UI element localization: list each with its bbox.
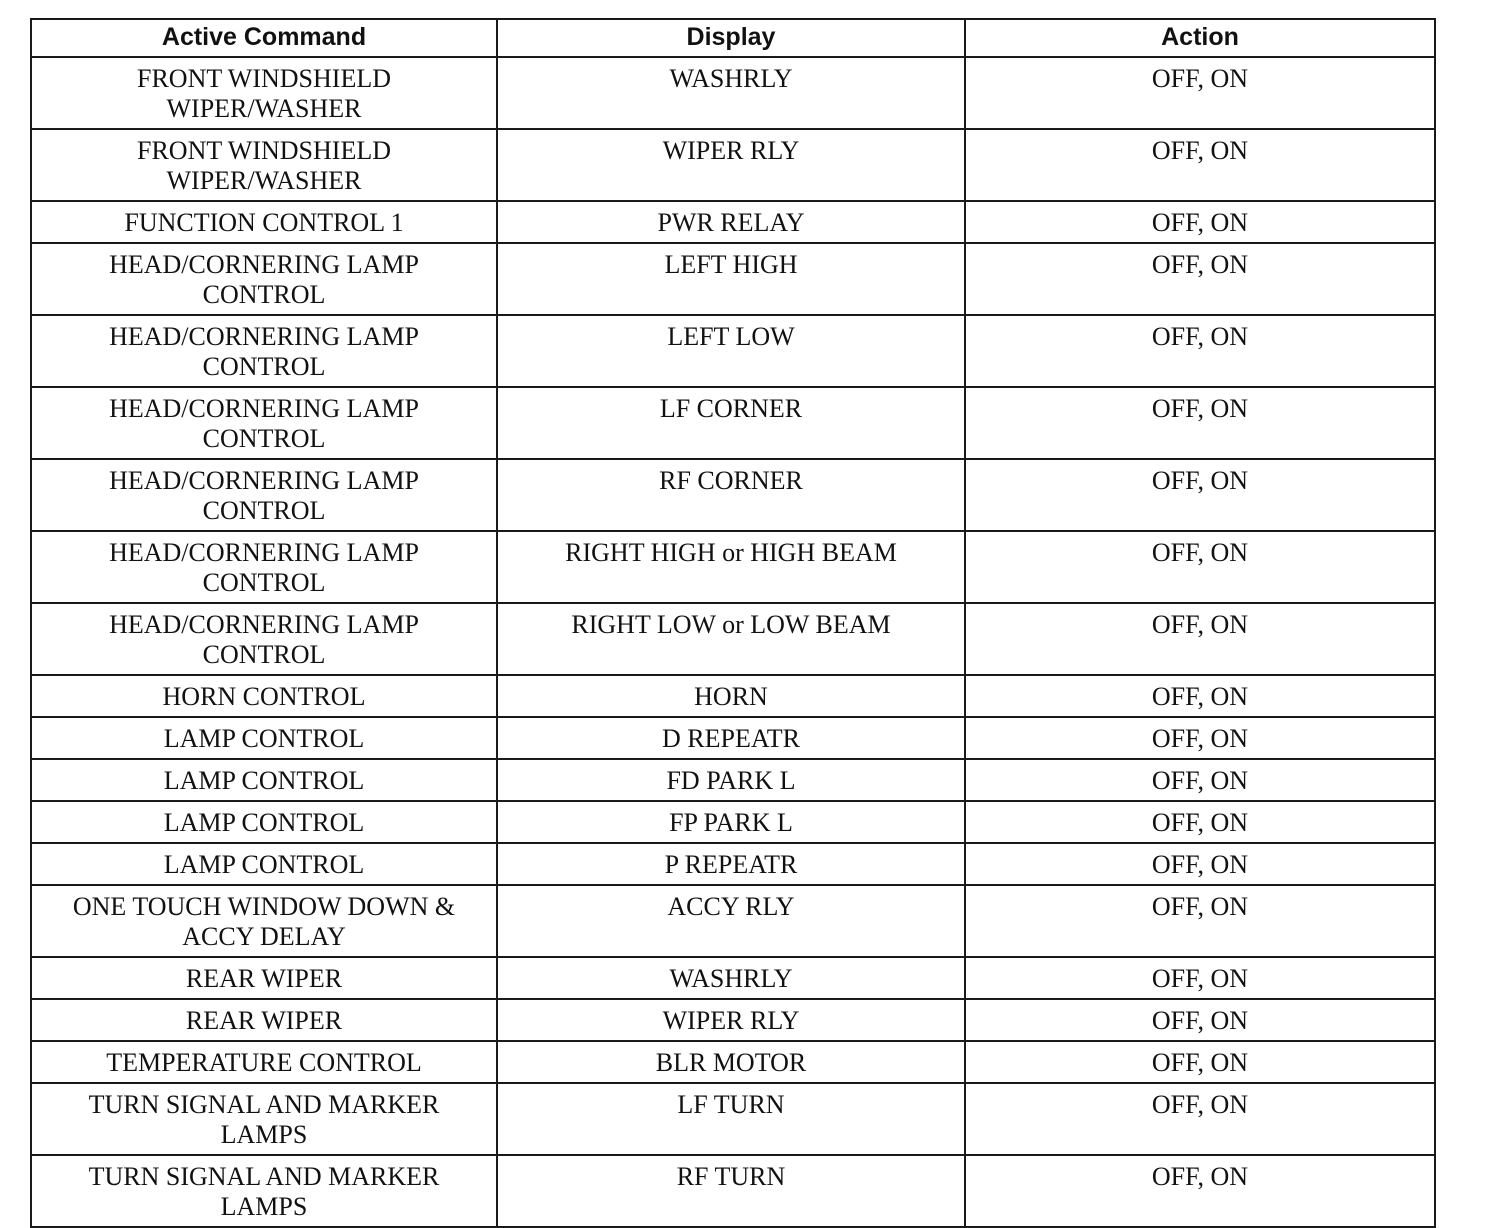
action-value: OFF, ON: [1151, 808, 1249, 837]
table-row: [31, 1041, 1435, 1083]
action-value: OFF, ON: [1151, 466, 1249, 495]
cell-active-command: [31, 885, 497, 957]
cell-display: [497, 243, 965, 315]
display-value: LEFT LOW: [667, 322, 795, 351]
cell-display: [497, 675, 965, 717]
cell-display: [497, 201, 965, 243]
table-row: [31, 201, 1435, 243]
cell-active-command: [31, 315, 497, 387]
table-row: [31, 387, 1435, 459]
cell-display: [497, 717, 965, 759]
cell-action: [965, 531, 1435, 603]
table-row: [31, 315, 1435, 387]
cell-active-command: [31, 717, 497, 759]
active-command-line: HORN CONTROL: [162, 682, 366, 711]
action-value: OFF, ON: [1151, 1006, 1249, 1035]
active-command-line: ACCY DELAY: [182, 922, 346, 951]
active-command-line: CONTROL: [202, 496, 326, 525]
table-row: [31, 999, 1435, 1041]
cell-active-command: [31, 1083, 497, 1155]
action-value: OFF, ON: [1151, 208, 1249, 237]
action-value: OFF, ON: [1151, 724, 1249, 753]
active-command-table: [30, 18, 1436, 1228]
cell-action: [965, 1155, 1435, 1227]
active-command-line: LAMPS: [220, 1192, 308, 1221]
active-command-line: TURN SIGNAL AND MARKER: [88, 1090, 440, 1119]
header-action: Action: [965, 19, 1435, 57]
cell-active-command: [31, 201, 497, 243]
display-value: ACCY RLY: [667, 892, 795, 921]
cell-active-command: [31, 459, 497, 531]
cell-active-command: [31, 57, 497, 129]
active-command-line: TURN SIGNAL AND MARKER: [88, 1162, 440, 1191]
cell-action: [965, 201, 1435, 243]
display-value: LF CORNER: [659, 394, 803, 423]
cell-action: [965, 717, 1435, 759]
active-command-line: REAR WIPER: [185, 1006, 343, 1035]
active-command-table-container: [30, 18, 1434, 1228]
display-value: D REPEATR: [662, 724, 800, 753]
table-row: [31, 843, 1435, 885]
cell-active-command: [31, 675, 497, 717]
cell-active-command: [31, 999, 497, 1041]
cell-display: [497, 1041, 965, 1083]
cell-active-command: [31, 243, 497, 315]
cell-active-command: [31, 1155, 497, 1227]
display-value: RIGHT HIGH or HIGH BEAM: [565, 538, 897, 567]
action-value: OFF, ON: [1151, 538, 1249, 567]
cell-action: [965, 243, 1435, 315]
header-active-command: Active Command: [31, 19, 497, 57]
active-command-line: HEAD/CORNERING LAMP: [109, 538, 419, 567]
action-value: OFF, ON: [1151, 64, 1249, 93]
table-row: [31, 1083, 1435, 1155]
active-command-line: CONTROL: [202, 280, 326, 309]
cell-action: [965, 675, 1435, 717]
cell-display: [497, 885, 965, 957]
cell-active-command: [31, 801, 497, 843]
active-command-line: HEAD/CORNERING LAMP: [109, 394, 419, 423]
table-row: [31, 57, 1435, 129]
active-command-line: LAMP CONTROL: [163, 724, 365, 753]
active-command-line: WIPER/WASHER: [166, 166, 362, 195]
table-row: [31, 957, 1435, 999]
action-value: OFF, ON: [1151, 682, 1249, 711]
active-command-line: TEMPERATURE CONTROL: [106, 1048, 422, 1077]
active-command-line: CONTROL: [202, 640, 326, 669]
cell-display: [497, 957, 965, 999]
active-command-line: FRONT WINDSHIELD: [137, 64, 391, 93]
action-value: OFF, ON: [1151, 394, 1249, 423]
cell-display: [497, 801, 965, 843]
display-value: FP PARK L: [669, 808, 793, 837]
cell-action: [965, 1083, 1435, 1155]
cell-action: [965, 843, 1435, 885]
display-value: P REPEATR: [664, 850, 798, 879]
table-row: [31, 1155, 1435, 1227]
action-value: OFF, ON: [1151, 892, 1249, 921]
table-row: [31, 129, 1435, 201]
cell-display: [497, 1083, 965, 1155]
table-row: [31, 243, 1435, 315]
table-row: [31, 675, 1435, 717]
cell-active-command: [31, 387, 497, 459]
cell-action: [965, 999, 1435, 1041]
header-display: Display: [497, 19, 965, 57]
display-value: WASHRLY: [669, 964, 793, 993]
cell-display: [497, 129, 965, 201]
action-value: OFF, ON: [1151, 766, 1249, 795]
active-command-line: CONTROL: [202, 424, 326, 453]
cell-action: [965, 759, 1435, 801]
display-value: RF TURN: [676, 1162, 786, 1191]
active-command-line: CONTROL: [202, 352, 326, 381]
active-command-line: LAMP CONTROL: [163, 850, 365, 879]
cell-active-command: [31, 843, 497, 885]
action-value: OFF, ON: [1151, 1048, 1249, 1077]
active-command-line: LAMP CONTROL: [163, 766, 365, 795]
display-value: LF TURN: [677, 1090, 785, 1119]
cell-display: [497, 603, 965, 675]
active-command-line: HEAD/CORNERING LAMP: [109, 610, 419, 639]
table-row: [31, 603, 1435, 675]
active-command-line: FRONT WINDSHIELD: [137, 136, 391, 165]
action-value: OFF, ON: [1151, 610, 1249, 639]
table-row: [31, 717, 1435, 759]
cell-action: [965, 315, 1435, 387]
cell-display: [497, 315, 965, 387]
action-value: OFF, ON: [1151, 322, 1249, 351]
active-command-line: FUNCTION CONTROL 1: [124, 208, 404, 237]
action-value: OFF, ON: [1151, 1090, 1249, 1119]
cell-display: [497, 1155, 965, 1227]
active-command-line: CONTROL: [202, 568, 326, 597]
display-value: WASHRLY: [669, 64, 793, 93]
cell-display: [497, 759, 965, 801]
active-command-line: HEAD/CORNERING LAMP: [109, 250, 419, 279]
table-row: [31, 885, 1435, 957]
cell-display: [497, 843, 965, 885]
cell-display: [497, 57, 965, 129]
display-value: HORN: [694, 682, 768, 711]
display-value: LEFT HIGH: [664, 250, 798, 279]
cell-action: [965, 801, 1435, 843]
display-value: BLR MOTOR: [655, 1048, 807, 1077]
display-value: PWR RELAY: [657, 208, 805, 237]
action-value: OFF, ON: [1151, 964, 1249, 993]
action-value: OFF, ON: [1151, 1162, 1249, 1191]
cell-action: [965, 603, 1435, 675]
action-value: OFF, ON: [1151, 850, 1249, 879]
table-row: [31, 459, 1435, 531]
display-value: RF CORNER: [659, 466, 803, 495]
active-command-line: REAR WIPER: [185, 964, 343, 993]
cell-active-command: [31, 531, 497, 603]
cell-active-command: [31, 1041, 497, 1083]
cell-action: [965, 885, 1435, 957]
table-body: [31, 57, 1435, 1227]
active-command-line: HEAD/CORNERING LAMP: [109, 466, 419, 495]
display-value: WIPER RLY: [662, 136, 800, 165]
table-row: [31, 801, 1435, 843]
active-command-line: LAMPS: [220, 1120, 308, 1149]
cell-display: [497, 387, 965, 459]
table-row: [31, 531, 1435, 603]
active-command-line: ONE TOUCH WINDOW DOWN &: [72, 892, 456, 921]
cell-action: [965, 129, 1435, 201]
display-value: RIGHT LOW or LOW BEAM: [571, 610, 891, 639]
table-header: [31, 19, 1435, 57]
active-command-line: HEAD/CORNERING LAMP: [109, 322, 419, 351]
cell-active-command: [31, 603, 497, 675]
cell-action: [965, 1041, 1435, 1083]
header-row: [31, 19, 1435, 57]
table-row: [31, 759, 1435, 801]
display-value: FD PARK L: [666, 766, 796, 795]
active-command-line: WIPER/WASHER: [166, 94, 362, 123]
action-value: OFF, ON: [1151, 136, 1249, 165]
cell-action: [965, 57, 1435, 129]
cell-active-command: [31, 759, 497, 801]
cell-active-command: [31, 129, 497, 201]
cell-action: [965, 957, 1435, 999]
cell-action: [965, 459, 1435, 531]
cell-display: [497, 531, 965, 603]
cell-display: [497, 999, 965, 1041]
cell-action: [965, 387, 1435, 459]
active-command-line: LAMP CONTROL: [163, 808, 365, 837]
cell-active-command: [31, 957, 497, 999]
cell-display: [497, 459, 965, 531]
action-value: OFF, ON: [1151, 250, 1249, 279]
display-value: WIPER RLY: [662, 1006, 800, 1035]
